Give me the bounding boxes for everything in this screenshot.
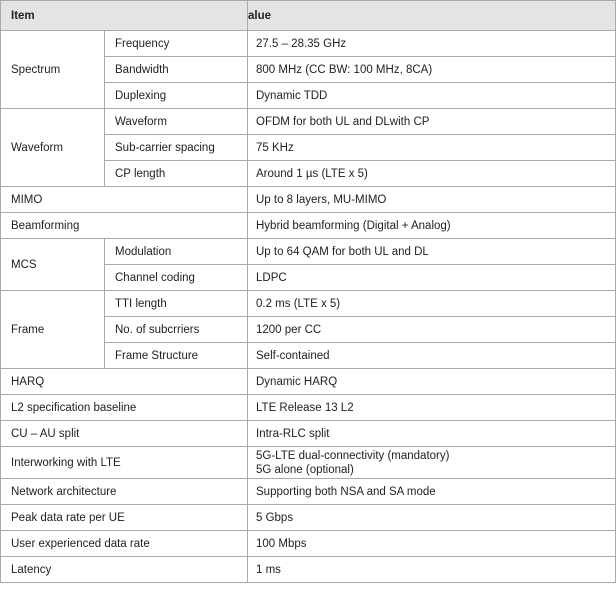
sub-label: No. of subcrriers bbox=[105, 317, 248, 343]
row-label-split: CU – AU split bbox=[1, 421, 248, 447]
row-label-l2: L2 specification baseline bbox=[1, 395, 248, 421]
table-row bbox=[1, 505, 616, 531]
group-label-waveform: Waveform bbox=[1, 109, 105, 187]
table-row bbox=[1, 31, 616, 57]
cell-value: Supporting both NSA and SA mode bbox=[248, 479, 616, 505]
row-label-user-rate: User experienced data rate bbox=[1, 531, 248, 557]
cell-value: 0.2 ms (LTE x 5) bbox=[248, 291, 616, 317]
row-label-harq: HARQ bbox=[1, 369, 248, 395]
cell-value: Intra-RLC split bbox=[248, 421, 616, 447]
value-line: 5G-LTE dual-connectivity (mandatory) bbox=[256, 449, 450, 462]
sub-label: Frequency bbox=[105, 31, 248, 57]
row-label-beamforming: Beamforming bbox=[1, 213, 248, 239]
table-row bbox=[1, 239, 616, 265]
group-label-frame: Frame bbox=[1, 291, 105, 369]
cell-value: Up to 8 layers, MU-MIMO bbox=[248, 187, 616, 213]
cell-value: LTE Release 13 L2 bbox=[248, 395, 616, 421]
cell-value: 5 Gbps bbox=[248, 505, 616, 531]
cell-value: 100 Mbps bbox=[248, 531, 616, 557]
sub-label: CP length bbox=[105, 161, 248, 187]
table-row bbox=[1, 421, 616, 447]
cell-value: LDPC bbox=[248, 265, 616, 291]
group-label-mcs: MCS bbox=[1, 239, 105, 291]
sub-label: Bandwidth bbox=[105, 57, 248, 83]
cell-value: 800 MHz (CC BW: 100 MHz, 8CA) bbox=[248, 57, 616, 83]
cell-value: Self-contained bbox=[248, 343, 616, 369]
group-label-spectrum: Spectrum bbox=[1, 31, 105, 109]
cell-value-multiline bbox=[248, 447, 616, 479]
header-row bbox=[1, 1, 616, 31]
table-row bbox=[1, 291, 616, 317]
table-row bbox=[1, 479, 616, 505]
table-row bbox=[1, 369, 616, 395]
cell-value: Up to 64 QAM for both UL and DL bbox=[248, 239, 616, 265]
sub-label: Modulation bbox=[105, 239, 248, 265]
table-row bbox=[1, 213, 616, 239]
cell-value: Dynamic TDD bbox=[248, 83, 616, 109]
table-row bbox=[1, 187, 616, 213]
table-row bbox=[1, 395, 616, 421]
header-item: Item bbox=[1, 1, 248, 31]
sub-label: Sub-carrier spacing bbox=[105, 135, 248, 161]
sub-label: Duplexing bbox=[105, 83, 248, 109]
sub-label: Waveform bbox=[105, 109, 248, 135]
value-line: 5G alone (optional) bbox=[256, 463, 354, 476]
row-label-network: Network architecture bbox=[1, 479, 248, 505]
table-row bbox=[1, 531, 616, 557]
row-label-mimo: MIMO bbox=[1, 187, 248, 213]
row-label-interworking: Interworking with LTE bbox=[1, 447, 248, 479]
table-row bbox=[1, 557, 616, 583]
sub-label: TTI length bbox=[105, 291, 248, 317]
cell-value: OFDM for both UL and DLwith CP bbox=[248, 109, 616, 135]
cell-value: 1 ms bbox=[248, 557, 616, 583]
cell-value: Around 1 µs (LTE x 5) bbox=[248, 161, 616, 187]
cell-value: Hybrid beamforming (Digital + Analog) bbox=[248, 213, 616, 239]
cell-value: 1200 per CC bbox=[248, 317, 616, 343]
header-value: alue bbox=[248, 1, 616, 31]
row-label-peak: Peak data rate per UE bbox=[1, 505, 248, 531]
table-row bbox=[1, 109, 616, 135]
sub-label: Channel coding bbox=[105, 265, 248, 291]
cell-value: Dynamic HARQ bbox=[248, 369, 616, 395]
cell-value: 75 KHz bbox=[248, 135, 616, 161]
table-row bbox=[1, 447, 616, 479]
cell-value: 27.5 – 28.35 GHz bbox=[248, 31, 616, 57]
row-label-latency: Latency bbox=[1, 557, 248, 583]
sub-label: Frame Structure bbox=[105, 343, 248, 369]
